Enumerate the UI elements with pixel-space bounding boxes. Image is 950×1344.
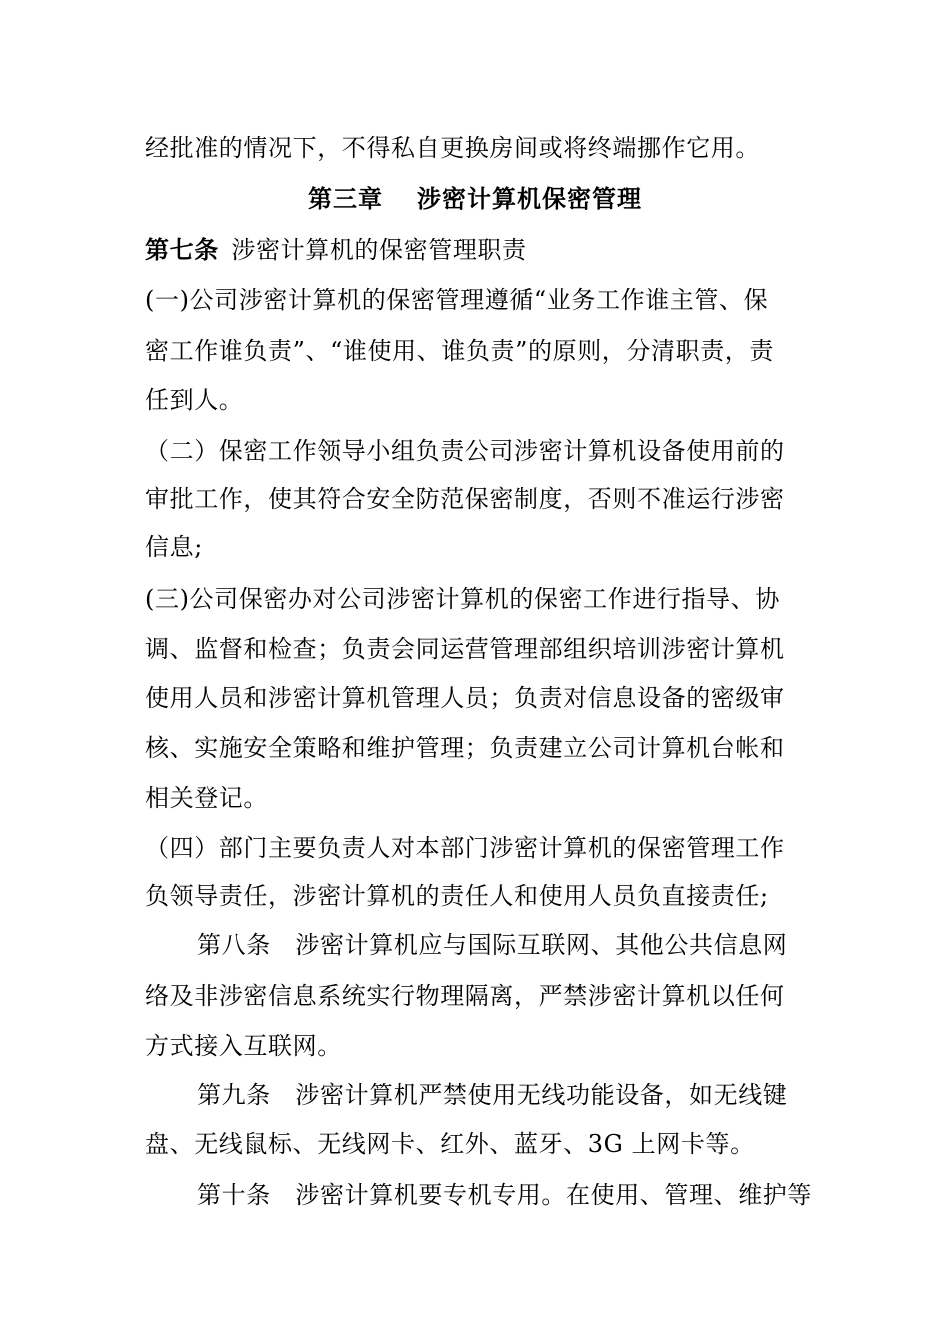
text-line: 相关登记。 [145,784,268,812]
text-line: 调、监督和检查；负责会同运营管理部组织培训涉密计算机 [145,635,785,663]
text-line: (一)公司涉密计算机的保密管理遵循“业务工作谁主管、保 [145,286,769,314]
text-line: 密工作谁负责”、“谁使用、谁负责”的原则，分清职责，责 [145,337,775,365]
text-line: 盘、无线鼠标、无线网卡、红外、蓝牙、3G 上网卡等。 [145,1130,755,1158]
article-label: 第七条 [145,236,219,264]
text-line: (三)公司保密办对公司涉密计算机的保密工作进行指导、协 [145,585,780,613]
text-line: 第八条 涉密计算机应与国际互联网、其他公共信息网 [197,931,788,959]
article-heading [145,235,810,265]
text-line: 审批工作，使其符合安全防范保密制度，否则不准运行涉密 [145,485,785,513]
text-line: （二）保密工作领导小组负责公司涉密计算机设备使用前的 [145,437,785,465]
text-line: 经批准的情况下，不得私自更换房间或将终端挪作它用。 [145,134,760,162]
text-line: 方式接入互联网。 [145,1032,342,1060]
text-line: 络及非涉密信息系统实行物理隔离，严禁涉密计算机以任何 [145,982,785,1010]
chapter-heading [0,184,950,214]
text-line: 负领导责任，涉密计算机的责任人和使用人员负直接责任; [145,882,769,910]
text-line: 信息; [145,533,203,561]
text-line: 第九条 涉密计算机严禁使用无线功能设备，如无线键 [197,1081,788,1109]
text-line: 第十条 涉密计算机要专机专用。在使用、管理、维护等 [197,1181,812,1209]
chapter-number: 第三章 [308,185,383,213]
article-title: 涉密计算机的保密管理职责 [231,236,527,264]
chapter-title: 涉密计算机保密管理 [417,185,642,213]
text-line: 任到人。 [145,386,244,414]
text-line: 核、实施安全策略和维护管理；负责建立公司计算机台帐和 [145,734,785,762]
text-line: （四）部门主要负责人对本部门涉密计算机的保密管理工作 [145,834,785,862]
text-line: 使用人员和涉密计算机管理人员；负责对信息设备的密级审 [145,684,785,712]
